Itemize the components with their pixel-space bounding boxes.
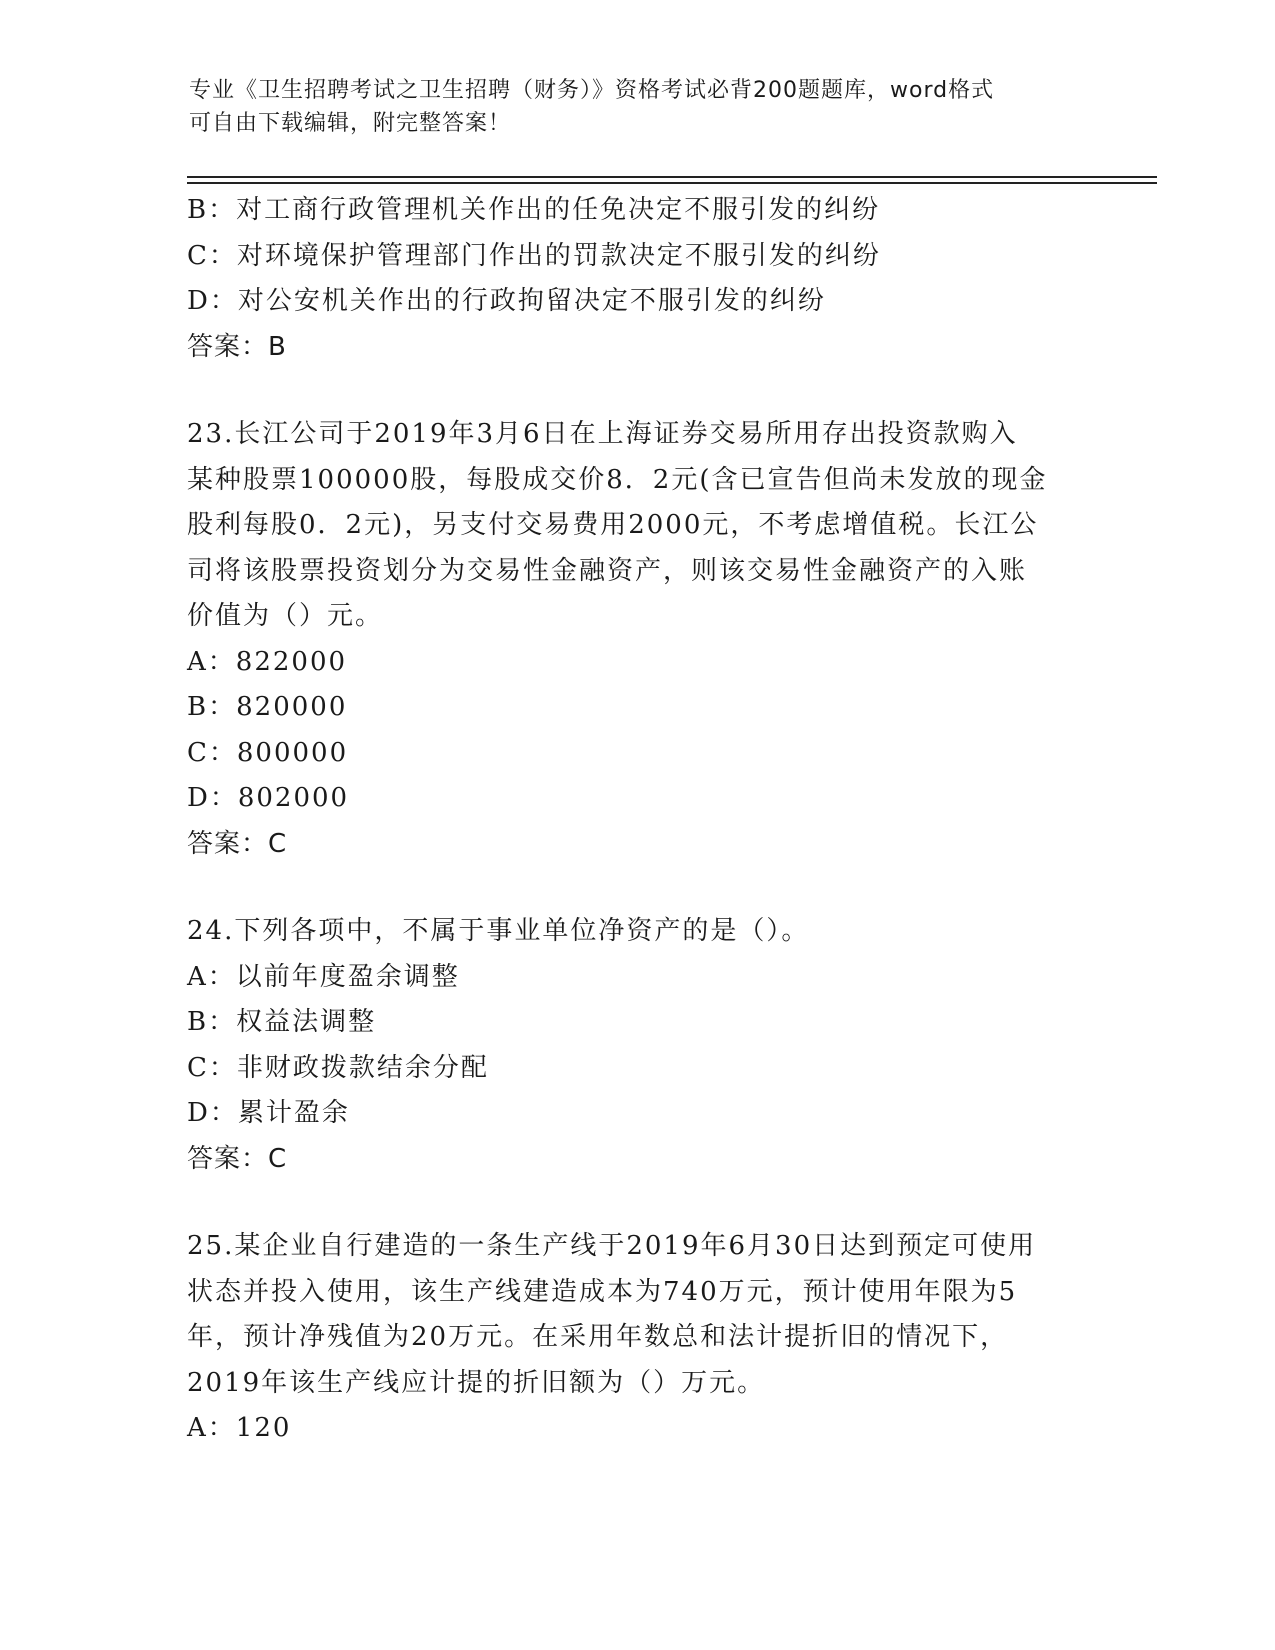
option-d: D：802000 [187, 783, 350, 813]
option-a: A：以前年度盈余调整 [187, 961, 460, 992]
document-header [189, 74, 1089, 140]
question-stem-line: 状态并投入使用，该生产线建造成本为740万元，预计使用年限为5 [187, 1276, 1018, 1307]
question-stem-line: 股利每股0．2元)，另支付交易费用2000元，不考虑增值税。长江公 [187, 510, 1039, 540]
answer-line: 答案：C [187, 828, 288, 859]
question-content [187, 188, 1087, 1452]
question-stem-line: 某种股票100000股，每股成交价8．2元(含已宣告但尚未发放的现金 [187, 464, 1048, 495]
question-stem-line: 23.长江公司于2019年3月6日在上海证券交易所用存出投资款购入 [187, 419, 1018, 449]
question-stem [187, 1224, 1087, 1406]
option-c: C：对环境保护管理部门作出的罚款决定不服引发的纠纷 [187, 240, 881, 271]
option-d: D：对公安机关作出的行政拘留决定不服引发的纠纷 [187, 286, 826, 316]
header-title-line-2: 可自由下载编辑，附完整答案！ [189, 111, 512, 136]
option-b: B：权益法调整 [187, 1007, 377, 1037]
question-23 [187, 412, 1087, 867]
option-a: A：120 [187, 1413, 292, 1443]
question-24 [187, 909, 1087, 1182]
question-spacer [187, 1182, 1087, 1224]
question-stem [187, 412, 1087, 640]
question-stem [187, 909, 1087, 955]
option-a: A：822000 [187, 646, 348, 677]
question-stem-line: 司将该股票投资划分为交易性金融资产，则该交易性金融资产的入账 [187, 555, 1028, 586]
question-spacer [187, 370, 1087, 412]
option-b: B：820000 [187, 692, 348, 722]
answer-line: 答案：C [187, 1143, 288, 1174]
question-22-continued [187, 188, 1087, 370]
header-divider-bottom [187, 182, 1157, 184]
option-c: C：800000 [187, 737, 349, 768]
question-stem-line: 25.某企业自行建造的一条生产线于2019年6月30日达到预定可使用 [187, 1231, 1037, 1261]
answer-line: 答案：B [187, 331, 287, 362]
header-divider-top [187, 176, 1157, 178]
question-spacer [187, 867, 1087, 909]
question-stem-line: 24.下列各项中，不属于事业单位净资产的是（）。 [187, 916, 810, 946]
question-stem-line: 年，预计净残值为20万元。在采用年数总和法计提折旧的情况下， [187, 1322, 1009, 1352]
option-c: C：非财政拨款结余分配 [187, 1052, 489, 1083]
question-stem-line: 2019年该生产线应计提的折旧额为（）万元。 [187, 1367, 766, 1398]
header-title-line-1: 专业《卫生招聘考试之卫生招聘（财务）》资格考试必背200题题库，word格式 [189, 78, 995, 103]
question-stem-line: 价值为（）元。 [187, 601, 384, 631]
option-d: D：累计盈余 [187, 1098, 350, 1128]
question-25 [187, 1224, 1087, 1452]
option-b: B：对工商行政管理机关作出的任免决定不服引发的纠纷 [187, 195, 881, 225]
